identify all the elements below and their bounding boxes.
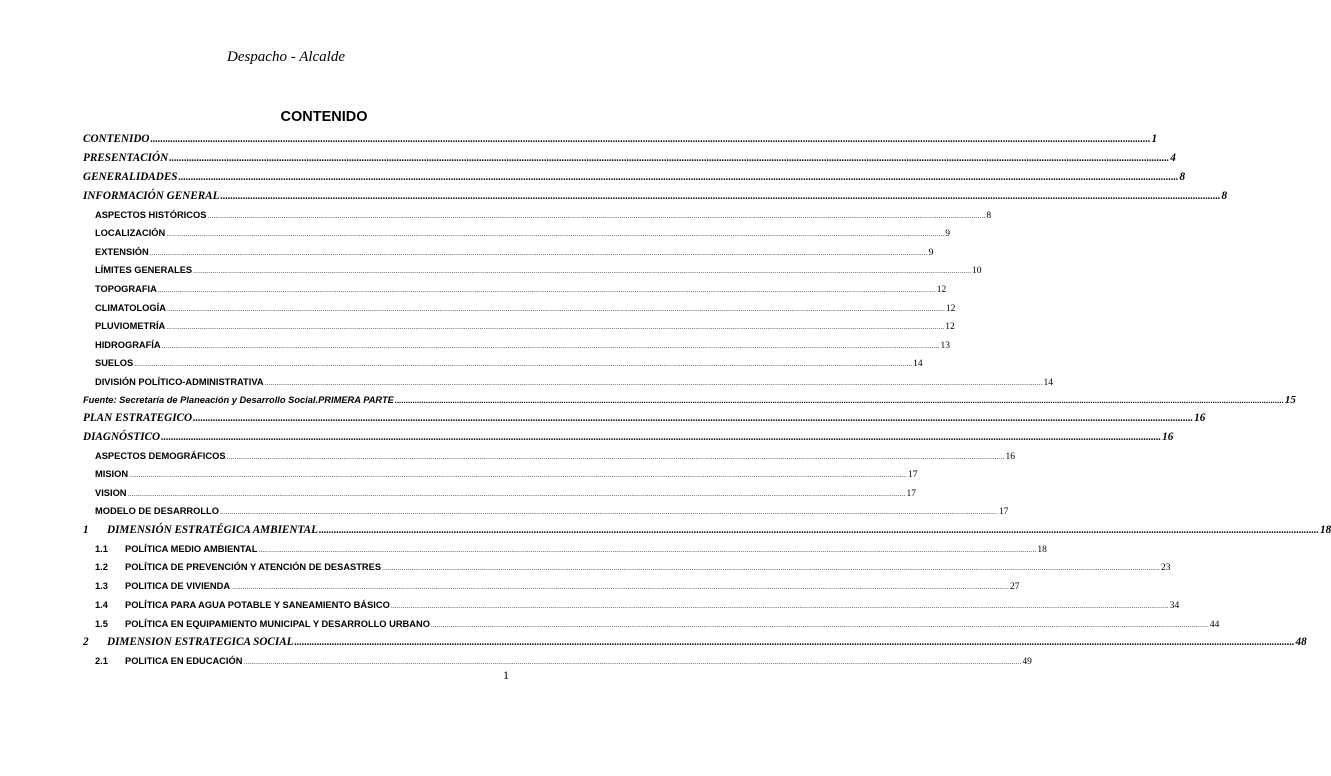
toc-entry-number: 1.5 xyxy=(95,619,108,629)
toc-entry-label: DIMENSIÓN ESTRATÉGICA AMBIENTAL xyxy=(107,524,318,536)
toc-entry[interactable] xyxy=(95,225,950,241)
toc-dot-leader: ................................................................................................................................................................................................................................................................................................................................................................................................................ xyxy=(157,287,936,294)
toc-entry-label: POLÍTICA PARA AGUA POTABLE Y SANEAMIENTO BÁSICO xyxy=(125,600,390,610)
toc-entry-label: POLÍTICA MEDIO AMBIENTAL xyxy=(125,544,258,554)
toc-entry-label: GENERALIDADES xyxy=(83,171,178,183)
toc-entry[interactable] xyxy=(83,169,1186,185)
toc-entry-label: DIVISIÓN POLÍTICO-ADMINISTRATIVA xyxy=(95,377,264,387)
toc-entry[interactable] xyxy=(95,485,916,501)
toc-entry-label: DIMENSION ESTRATEGICA SOCIAL xyxy=(107,636,294,648)
toc-entry-page: 16 xyxy=(1162,431,1174,443)
toc-dot-leader: ................................................................................................................................................................................................................................................................................................................................................................................................................ xyxy=(219,509,998,516)
toc-entry-page: 4 xyxy=(1170,152,1176,164)
toc-entry-label: CONTENIDO xyxy=(83,133,150,145)
toc-dot-leader: ................................................................................................................................................................................................................................................................................................................................................................................................................ xyxy=(430,622,1209,629)
toc-entry-label: VISION xyxy=(95,488,127,498)
toc-dot-leader: ................................................................................................................................................................................................................................................................................................................................................................................................................ xyxy=(382,565,1160,572)
toc-entry-number: 1.3 xyxy=(95,581,108,591)
toc-entry-label: DIAGNÓSTICO xyxy=(83,431,161,443)
toc-dot-leader: ................................................................................................................................................................................................................................................................................................................................................................................................................ xyxy=(220,191,1221,202)
toc-entry[interactable] xyxy=(95,653,1032,669)
toc-entry[interactable] xyxy=(95,559,1171,575)
toc-entry-page: 44 xyxy=(1209,620,1220,630)
toc-entry[interactable] xyxy=(95,355,923,371)
toc-entry[interactable] xyxy=(95,318,955,334)
toc-entry-label: SUELOS xyxy=(95,358,134,368)
toc-entry-page: 16 xyxy=(1005,452,1015,462)
toc-dot-leader: ................................................................................................................................................................................................................................................................................................................................................................................................................ xyxy=(161,432,1162,443)
toc-entry-label: TOPOGRAFIA xyxy=(95,284,157,294)
toc-entry-page: 10 xyxy=(972,266,982,276)
toc-dot-leader: ................................................................................................................................................................................................................................................................................................................................................................................................................ xyxy=(318,525,1319,536)
toc-entry-page: 12 xyxy=(945,322,955,332)
toc-dot-leader: ................................................................................................................................................................................................................................................................................................................................................................................................................ xyxy=(207,213,986,220)
toc-entry-number: 2 xyxy=(83,636,89,648)
toc-dot-leader: ................................................................................................................................................................................................................................................................................................................................................................................................................ xyxy=(129,472,907,479)
toc-entry[interactable] xyxy=(83,410,1206,426)
toc-entry[interactable] xyxy=(95,281,947,297)
toc-entry-page: 17 xyxy=(908,470,918,480)
toc-entry[interactable] xyxy=(83,150,1176,166)
toc-entry-number: 1.1 xyxy=(95,544,108,554)
toc-dot-leader: ................................................................................................................................................................................................................................................................................................................................................................................................................ xyxy=(166,324,945,331)
toc-dot-leader: ................................................................................................................................................................................................................................................................................................................................................................................................................ xyxy=(243,659,1022,666)
toc-entry-page: 18 xyxy=(1319,524,1331,536)
toc-entry[interactable] xyxy=(95,262,982,278)
toc-entry-page: 48 xyxy=(1295,636,1307,648)
toc-entry-number: 1.2 xyxy=(95,562,108,572)
toc-entry-number: 1 xyxy=(83,524,89,536)
toc-entry[interactable] xyxy=(83,429,1174,445)
toc-entry[interactable] xyxy=(83,131,1158,147)
toc-dot-leader: ................................................................................................................................................................................................................................................................................................................................................................................................................ xyxy=(149,250,928,257)
toc-entry-label: POLITICA EN EDUCACIÓN xyxy=(125,656,243,666)
toc-entry-page: 34 xyxy=(1169,601,1180,611)
toc-entry-page: 16 xyxy=(1194,412,1206,424)
toc-entry-page: 23 xyxy=(1160,563,1171,573)
toc-entry-page: 8 xyxy=(986,211,992,221)
toc-dot-leader: ................................................................................................................................................................................................................................................................................................................................................................................................................ xyxy=(394,396,1284,405)
toc-entry-label: LÍMITES GENERALES xyxy=(95,265,193,275)
toc-dot-leader: ................................................................................................................................................................................................................................................................................................................................................................................................................ xyxy=(231,584,1009,591)
toc-entry-page: 49 xyxy=(1022,657,1032,667)
toc-dot-leader: ................................................................................................................................................................................................................................................................................................................................................................................................................ xyxy=(390,603,1169,610)
toc-entry-page: 17 xyxy=(906,489,916,499)
toc-entry-page: 12 xyxy=(936,285,947,295)
toc-entry-page: 15 xyxy=(1284,394,1296,406)
toc-entry-page: 27 xyxy=(1009,582,1020,592)
toc-entry-label: POLÍTICA EN EQUIPAMIENTO MUNICIPAL Y DESARROLLO URBANO xyxy=(125,619,430,629)
toc-entry-page: 13 xyxy=(940,341,951,351)
toc-entry-page: 18 xyxy=(1037,545,1047,555)
toc-entry-page: 14 xyxy=(1043,378,1053,388)
toc-entry-page: 8 xyxy=(1221,190,1228,202)
toc-entry-label: ASPECTOS DEMOGRÁFICOS xyxy=(95,451,226,461)
toc-entry-label: CLIMATOLOGÍA xyxy=(95,303,166,313)
toc-entry-label: HIDROGRAFÍA xyxy=(95,340,161,350)
toc-dot-leader: ................................................................................................................................................................................................................................................................................................................................................................................................................ xyxy=(193,268,972,275)
toc-entry[interactable] xyxy=(95,374,1053,390)
toc-entry-page: 9 xyxy=(945,229,950,239)
toc-entry[interactable] xyxy=(95,503,1009,519)
toc-dot-leader: ................................................................................................................................................................................................................................................................................................................................................................................................................ xyxy=(166,306,945,313)
toc-dot-leader: ................................................................................................................................................................................................................................................................................................................................................................................................................ xyxy=(294,637,1295,648)
toc-entry[interactable] xyxy=(95,597,1180,613)
toc-entry-label: PLUVIOMETRÍA xyxy=(95,321,166,331)
toc-dot-leader: ................................................................................................................................................................................................................................................................................................................................................................................................................ xyxy=(166,231,945,238)
toc-entry-page: 1 xyxy=(1151,133,1158,145)
toc-dot-leader: ................................................................................................................................................................................................................................................................................................................................................................................................................ xyxy=(264,380,1043,387)
toc-dot-leader: ................................................................................................................................................................................................................................................................................................................................................................................................................ xyxy=(178,172,1179,183)
toc-entry[interactable] xyxy=(83,522,1331,538)
toc-dot-leader: ................................................................................................................................................................................................................................................................................................................................................................................................................ xyxy=(193,413,1194,424)
toc-entry-page: 17 xyxy=(998,507,1009,517)
toc-entry-label: POLÍTICA DE PREVENCIÓN Y ATENCIÓN DE DESASTRES xyxy=(125,562,382,572)
toc-entry[interactable] xyxy=(95,337,951,353)
toc-entry[interactable] xyxy=(95,578,1020,594)
toc-entry[interactable] xyxy=(95,466,918,482)
toc-entry-number: 1.4 xyxy=(95,600,108,610)
toc-entry-label: PRESENTACIÓN xyxy=(83,152,169,164)
toc-entry-label: INFORMACIÓN GENERAL xyxy=(83,190,220,202)
toc-dot-leader: ................................................................................................................................................................................................................................................................................................................................................................................................................ xyxy=(161,343,940,350)
toc-entry[interactable] xyxy=(95,300,956,316)
page-header-title: Despacho - Alcalde xyxy=(226,49,346,65)
toc-entry[interactable] xyxy=(83,188,1228,204)
toc-entry-label: PLAN ESTRATEGICO xyxy=(83,412,193,424)
toc-entry-label: MODELO DE DESARROLLO xyxy=(95,506,219,516)
toc-dot-leader: ................................................................................................................................................................................................................................................................................................................................................................................................................ xyxy=(150,134,1151,145)
toc-dot-leader: ................................................................................................................................................................................................................................................................................................................................................................................................................ xyxy=(169,153,1170,164)
toc-entry-number: 2.1 xyxy=(95,656,108,666)
toc-entry-page: 9 xyxy=(928,248,934,258)
toc-entry-label: Fuente: Secretaría de Planeación y Desarrollo Social.PRIMERA PARTE xyxy=(83,395,394,405)
toc-entry[interactable] xyxy=(83,634,1307,650)
toc-entry-label: EXTENSIÓN xyxy=(95,247,149,257)
toc-entry-label: LOCALIZACIÓN xyxy=(95,228,166,238)
toc-dot-leader: ................................................................................................................................................................................................................................................................................................................................................................................................................ xyxy=(134,361,913,368)
toc-heading: CONTENIDO xyxy=(280,109,368,125)
toc-dot-leader: ................................................................................................................................................................................................................................................................................................................................................................................................................ xyxy=(226,454,1005,461)
toc-entry-page: 8 xyxy=(1179,171,1186,183)
toc-entry[interactable] xyxy=(95,616,1220,632)
toc-entry-label: MISION xyxy=(95,469,129,479)
toc-entry-label: POLITICA DE VIVIENDA xyxy=(125,581,231,591)
toc-entry[interactable] xyxy=(95,448,1015,464)
toc-entry-label: ASPECTOS HISTÓRICOS xyxy=(95,210,207,220)
page-number: 1 xyxy=(503,668,509,682)
toc-entry-page: 12 xyxy=(945,304,956,314)
toc-entry[interactable] xyxy=(95,207,992,223)
toc-entry[interactable] xyxy=(95,244,934,260)
toc-entry[interactable] xyxy=(95,541,1047,557)
toc-entry[interactable] xyxy=(83,392,1296,408)
toc-dot-leader: ................................................................................................................................................................................................................................................................................................................................................................................................................ xyxy=(127,491,906,498)
toc-entry-page: 14 xyxy=(913,359,923,369)
toc-dot-leader: ................................................................................................................................................................................................................................................................................................................................................................................................................ xyxy=(258,547,1037,554)
